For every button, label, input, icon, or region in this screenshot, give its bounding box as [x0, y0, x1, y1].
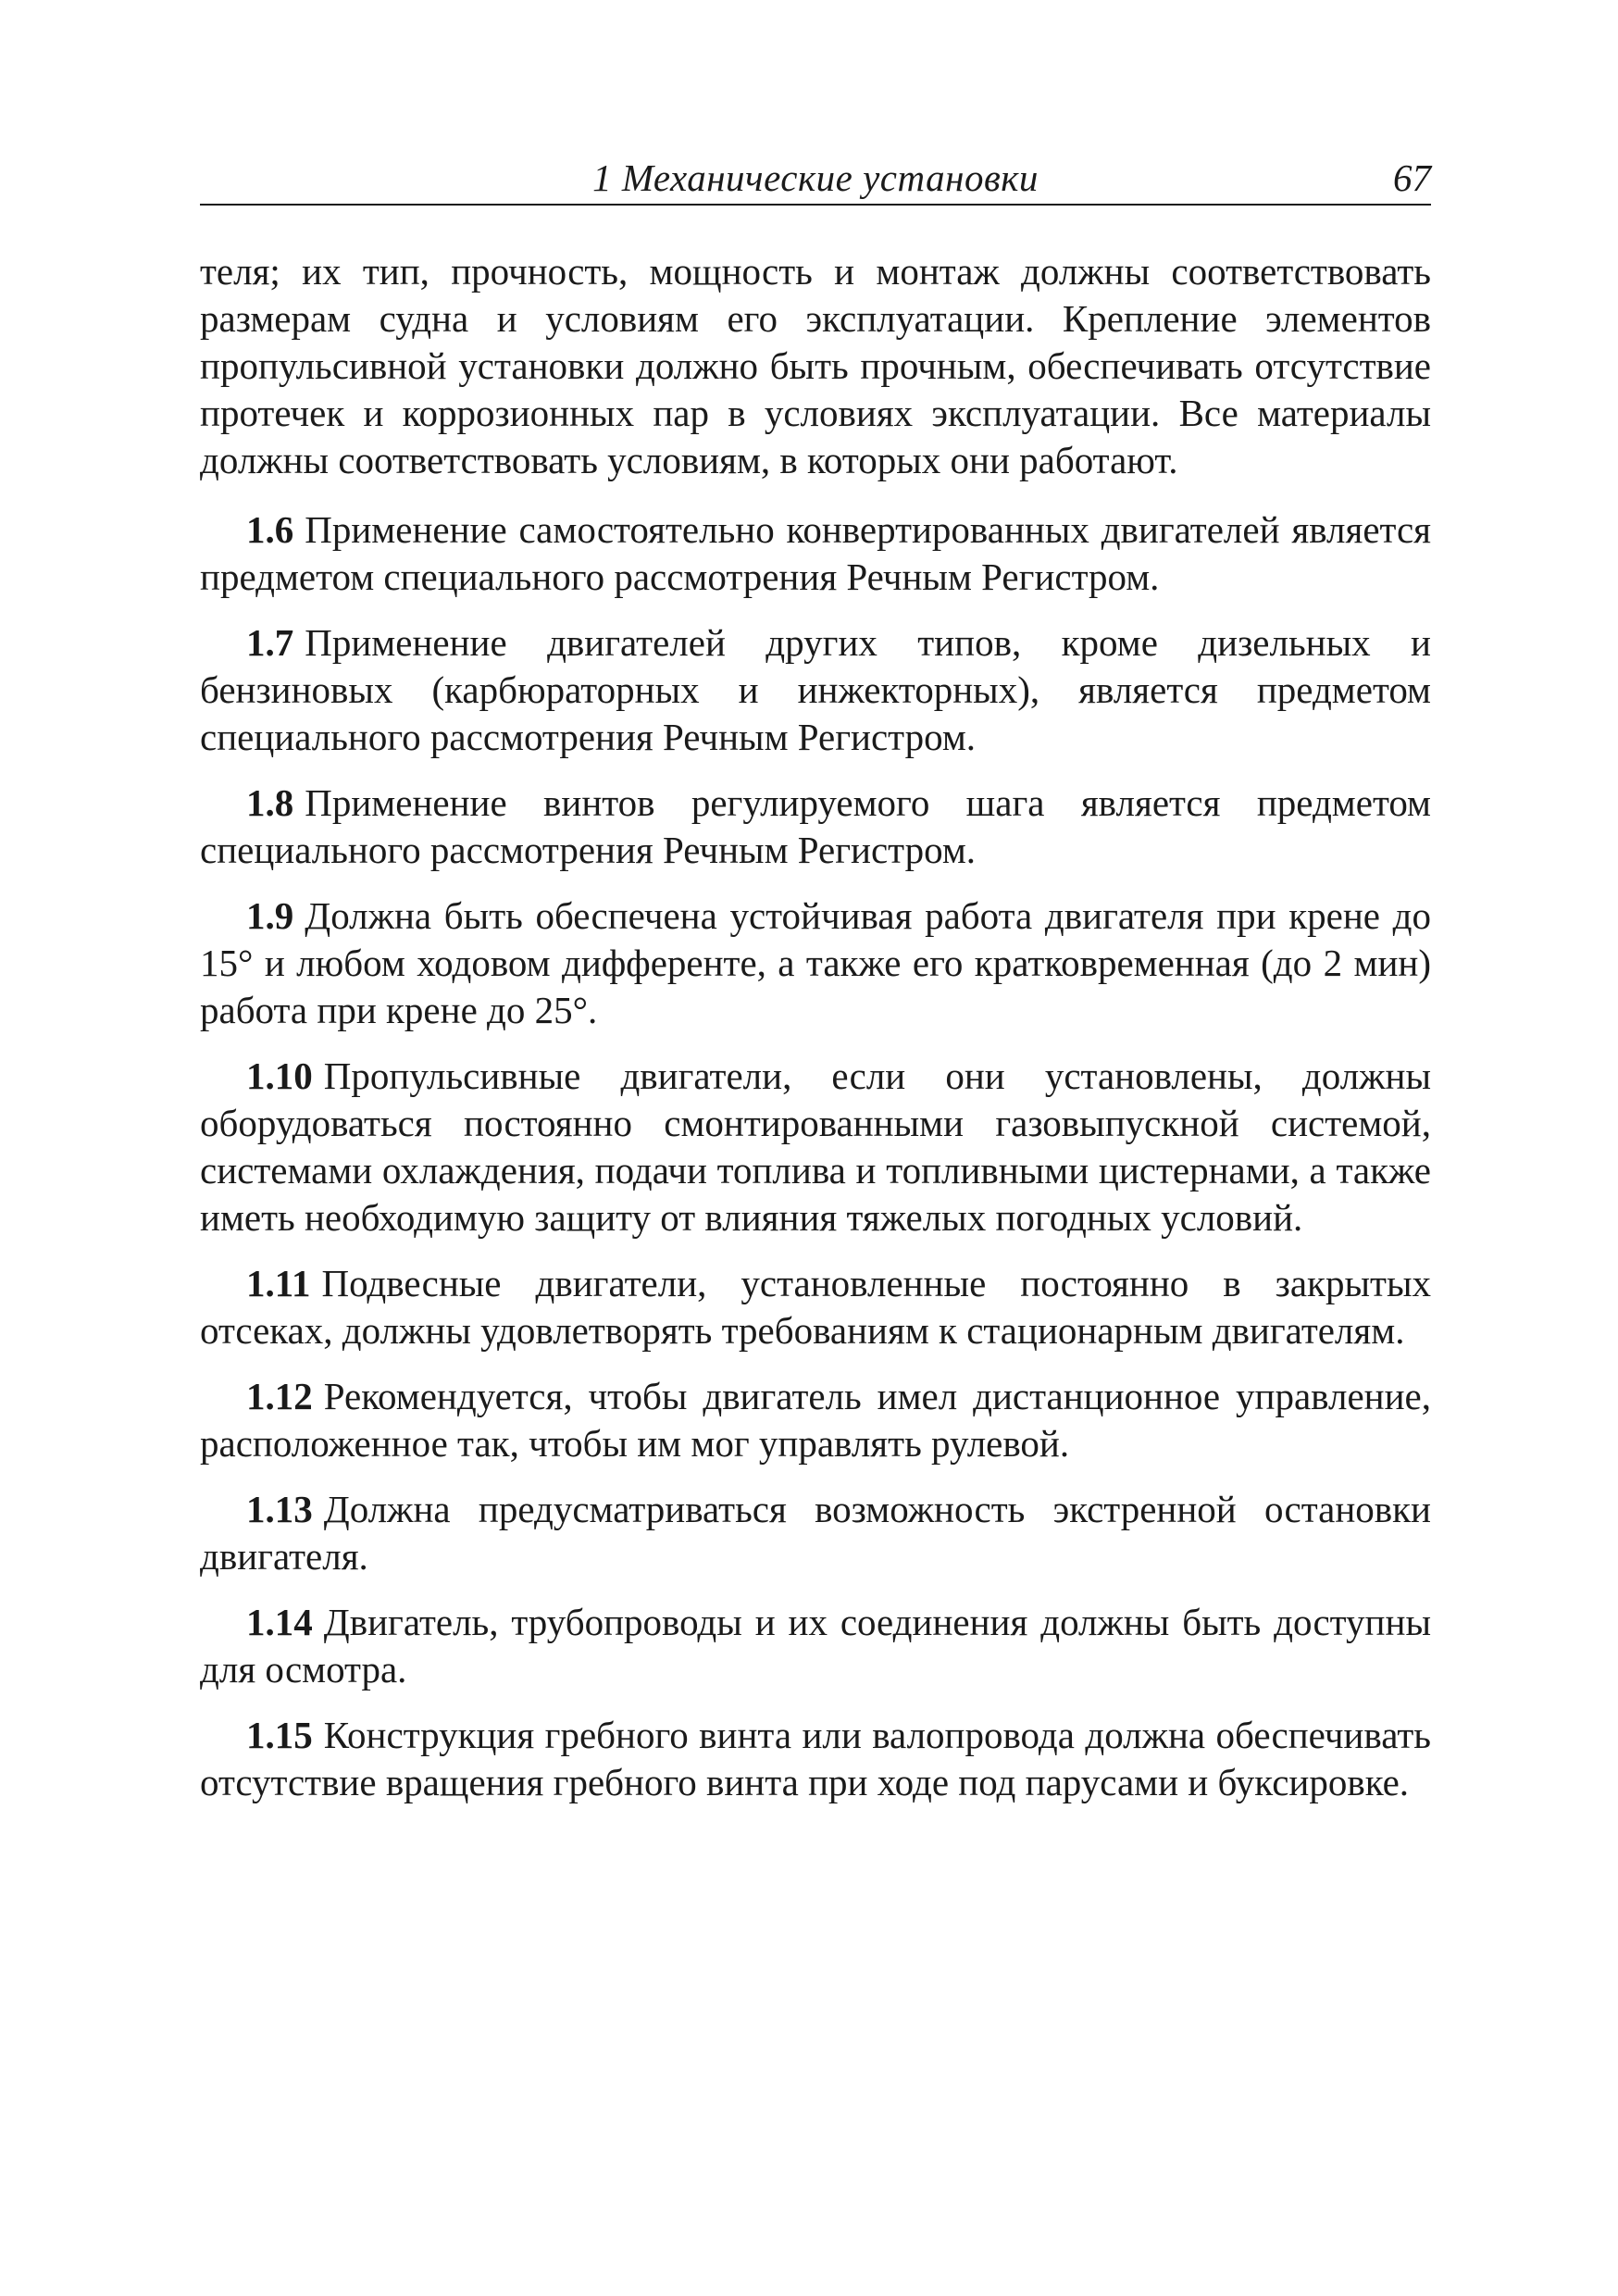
clause-number: 1.8	[246, 781, 294, 824]
continued-paragraph: теля; их тип, прочность, мощность и монтаж должны соответствовать размерам судна и условиям его эксплуатации. Крепление элементов пропульсивной установки должно быть прочным, обеспечивать отсутствие протечек и коррозионных пар в условиях эксплуатации. Все материалы должны соответствовать условиям, в которых они работают.	[200, 250, 1431, 481]
clause-1-14	[200, 1599, 1431, 1693]
clause-text: Применение самостоятельно конвертированных двигателей является предметом специального рассмотрения Речным Регистром.	[200, 508, 1431, 598]
clause-text: Подвесные двигатели, установленные постоянно в закрытых отсеках, должны удовлетворять требованиям к стационарным двигателям.	[200, 1262, 1431, 1352]
body-text	[200, 248, 1431, 1825]
clause-text: Должна предусматриваться возможность экстренной остановки двигателя.	[200, 1488, 1431, 1578]
clause-1-6	[200, 506, 1431, 601]
running-header	[200, 152, 1431, 206]
clause-number: 1.10	[246, 1054, 313, 1097]
clause-number: 1.11	[246, 1262, 311, 1304]
clause-1-11	[200, 1260, 1431, 1354]
clause-number: 1.9	[246, 894, 294, 937]
clause-1-9	[200, 892, 1431, 1034]
clause-number: 1.12	[246, 1375, 313, 1417]
clause-number: 1.6	[246, 508, 294, 551]
running-title: 1 Механические установки	[592, 156, 1039, 199]
clause-number: 1.13	[246, 1488, 313, 1530]
clause-number: 1.7	[246, 621, 294, 664]
clause-1-13	[200, 1486, 1431, 1580]
clause-1-10	[200, 1053, 1431, 1242]
clause-number: 1.14	[246, 1601, 313, 1643]
clause-text: Рекомендуется, чтобы двигатель имел дистанционное управление, расположенное так, чтобы им мог управлять рулевой.	[200, 1375, 1431, 1465]
clause-text: Применение винтов регулируемого шага является предметом специального рассмотрения Речным Регистром.	[200, 781, 1431, 871]
clause-1-12	[200, 1373, 1431, 1467]
clause-text: Применение двигателей других типов, кроме дизельных и бензиновых (карбюраторных и инжекторных), является предметом специального рассмотрения Речным Регистром.	[200, 621, 1431, 758]
clause-number: 1.15	[246, 1714, 313, 1756]
clause-1-8	[200, 780, 1431, 874]
clause-text: Пропульсивные двигатели, если они установлены, должны оборудоваться постоянно смонтированными газовыпускной системой, системами охлаждения, подачи топлива и топливными цистернами, а также иметь необходимую защиту от влияния тяжелых погодных условий.	[200, 1054, 1431, 1239]
page-number: 67	[1393, 156, 1431, 199]
clause-text: Конструкция гребного винта или валопровода должна обеспечивать отсутствие вращения гребного винта при ходе под парусами и буксировке.	[200, 1714, 1431, 1803]
clause-1-15	[200, 1712, 1431, 1806]
clause-text: Двигатель, трубопроводы и их соединения должны быть доступны для осмотра.	[200, 1601, 1431, 1691]
clause-text: Должна быть обеспечена устойчивая работа двигателя при крене до 15° и любом ходовом дифференте, а также его кратковременная (до 2 мин) работа при крене до 25°.	[200, 894, 1431, 1031]
clause-1-7	[200, 619, 1431, 761]
